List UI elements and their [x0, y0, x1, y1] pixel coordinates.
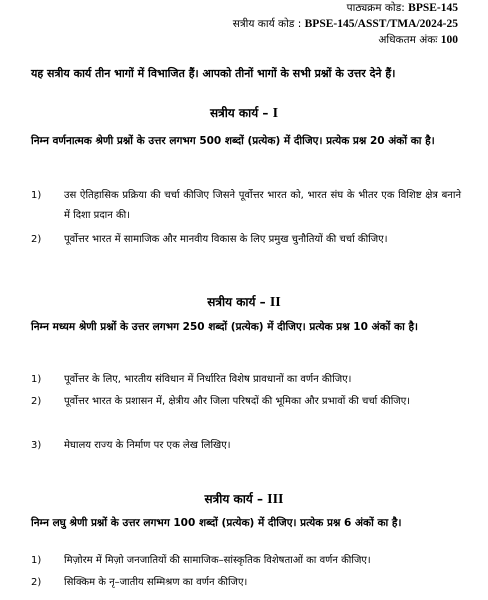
- question-number: 3): [31, 440, 42, 451]
- question-item: [31, 370, 461, 390]
- question-item: [31, 551, 461, 571]
- question-item: [31, 392, 461, 412]
- question-text: पूर्वोत्तर के लिए, भारतीय संविधान में निर्धारित विशेष प्रावधानों का वर्णन कीजिए।: [64, 374, 352, 385]
- assignment-code-value: BPSE-145/ASST/TMA/2024-25: [304, 18, 458, 30]
- assignment-code-label: सत्रीय कार्य कोड :: [232, 18, 302, 30]
- question-text: पूर्वोत्तर भारत के प्रशासन में, क्षेत्रीय और जिला परिषदों की भूमिका और प्रभावों की चर्चा कीजिए।: [64, 396, 411, 407]
- section-numeral: II: [269, 295, 281, 310]
- question-item: [31, 436, 461, 456]
- assignment-code-line: [233, 18, 458, 31]
- question-item: [31, 230, 461, 250]
- question-number: 2): [31, 577, 42, 588]
- question-text: पूर्वोत्तर भारत में सामाजिक और मानवीय विकास के लिए प्रमुख चुनौतियों की चर्चा कीजिए।: [64, 234, 388, 245]
- question-number: 2): [31, 234, 42, 245]
- section-numeral: I: [272, 106, 279, 121]
- section-1-instruction: निम्न वर्णनात्मक श्रेणी प्रश्नों के उत्तर लगभग 500 शब्दों (प्रत्येक) में दीजिए। प्रत्येक प्रश्न 20 अंकों का है।: [31, 135, 435, 147]
- course-code-label: पाठ्यक्रम कोड:: [346, 2, 405, 14]
- question-item: [31, 186, 461, 226]
- question-text: मिज़ोरम में मिज़ो जनजातियों की सामाजिक–सांस्कृतिक विशेषताओं का वर्णन कीजिए।: [64, 555, 371, 566]
- question-text: उस ऐतिहासिक प्रक्रिया की चर्चा कीजिए जिसने पूर्वोत्तर भारत को, भारत संघ के भीतर एक विशिष्ट क्षेत्र बनाने में दिशा प्रदान की।: [64, 190, 461, 221]
- section-title-2: [0, 293, 488, 311]
- intro-instruction: यह सत्रीय कार्य तीन भागों में विभाजित हैं। आपको तीनों भागों के सभी प्रश्नों के उत्तर देने हैं।: [31, 67, 396, 80]
- section-title-label: सत्रीय कार्य –: [204, 492, 263, 506]
- max-marks-value: 100: [440, 34, 458, 46]
- section-title-label: सत्रीय कार्य –: [209, 106, 269, 120]
- section-title-3: [0, 490, 488, 508]
- max-marks-label: अधिकतम अंकः: [378, 34, 438, 46]
- section-numeral: III: [267, 492, 284, 507]
- question-text: सिक्किम के नृ–जातीय सम्मिश्रण का वर्णन कीजिए।: [64, 577, 248, 588]
- question-item: [31, 573, 461, 593]
- section-title-1: [0, 104, 488, 122]
- course-code-line: [347, 2, 458, 15]
- question-number: 2): [31, 396, 42, 407]
- question-number: 1): [31, 555, 42, 566]
- question-number: 1): [31, 374, 42, 385]
- section-title-label: सत्रीय कार्य –: [207, 295, 266, 309]
- max-marks-line: [378, 34, 458, 47]
- course-code-value: BPSE-145: [408, 2, 458, 14]
- question-text: मेघालय राज्य के निर्माण पर एक लेख लिखिए।: [64, 440, 231, 451]
- section-2-instruction: निम्न मध्यम श्रेणी प्रश्नों के उत्तर लगभग 250 शब्दों (प्रत्येक) में दीजिए। प्रत्येक प्रश्न 10 अंकों का है।: [31, 321, 419, 333]
- section-3-instruction: निम्न लघु श्रेणी प्रश्नों के उत्तर लगभग 100 शब्दों (प्रत्येक) में दीजिए। प्रत्येक प्रश्न 6 अंकों का है।: [31, 517, 402, 529]
- question-number: 1): [31, 190, 42, 201]
